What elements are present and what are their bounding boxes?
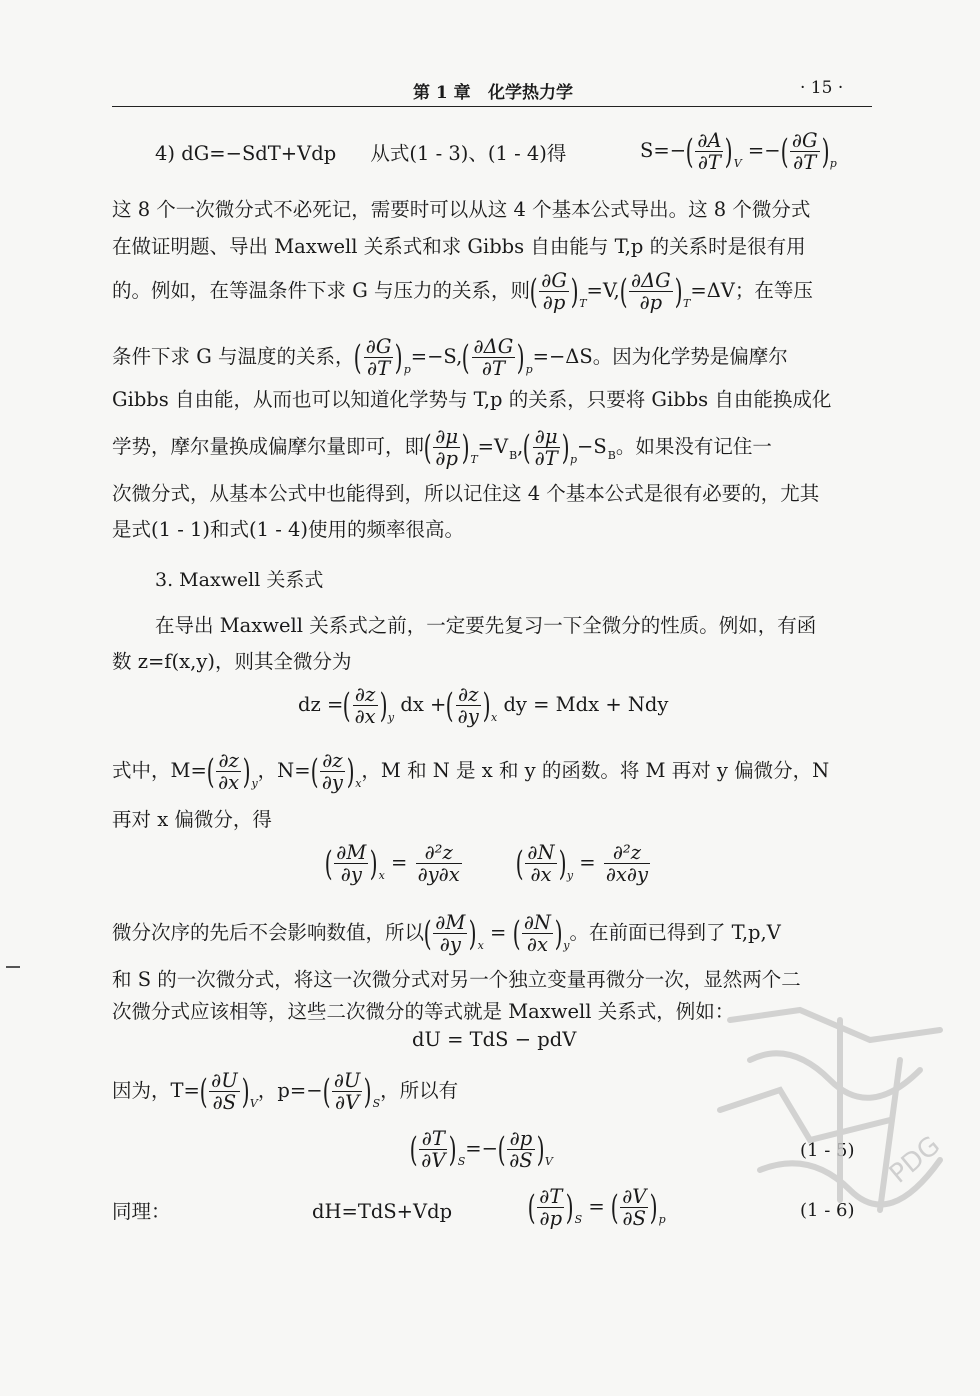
para1-line3-eq2: =ΔV；在等压 [690, 279, 813, 302]
para5-line: 因为，T=( $\frac{\partial U}{\partial S}$ )$_V$，p=−( $\frac{\partial U}{\partial V}$ )$_S$，所以有 [112, 1069, 459, 1114]
para1-line7: 次微分式，从基本公式中也能得到，所以记住这 4 个基本公式是很有必要的，尤其 [112, 482, 820, 505]
para1-line3-text: 的。例如，在等温条件下求 G 与压力的关系，则 [112, 279, 530, 302]
para4-line3: 次微分式应该相等，这些二次微分的等式就是 Maxwell 关系式，例如： [112, 1000, 735, 1023]
para1-line1: 这 8 个一次微分式不必死记，需要时可以从这 4 个基本公式导出。这 8 个微分式 [112, 198, 811, 221]
equation-dz: dz =( $\frac{\partial z}{\partial x}$ )$_y$ dx +( $\frac{\partial z}{\partial y}$ )$_x$ dy = Mdx + Ndy [298, 683, 669, 728]
item4-label: 4) dG=−SdT+Vdp [155, 142, 337, 165]
equation-number-1-6: (1 - 6) [800, 1200, 855, 1221]
para1-line4: 条件下求 G 与温度的关系，( $\frac{\partial G}{\partial T}$ )$_p=-S$,( $\frac{\partial\Delta G}{\partial T}$ )$_p=-\Delta S$。因为化学势是偏摩尔 [112, 335, 788, 380]
item4-line [155, 140, 566, 168]
section-heading: 3. Maxwell 关系式 [155, 569, 324, 591]
equation-1-6: ( $\frac{\partial T}{\partial p}$ )$_S$ = ( $\frac{\partial V}{\partial S}$ )$_p$ [527, 1185, 666, 1230]
para3-m: 式中，M= [112, 759, 207, 782]
equation-dH: dH=TdS+Vdp [312, 1200, 453, 1223]
para2-line1: 在导出 Maxwell 关系式之前，一定要先复习一下全微分的性质。例如，有函 [155, 614, 817, 637]
para2-line2: 数 z=f(x,y)，则其全微分为 [112, 650, 352, 673]
para5-t: 因为，T= [112, 1079, 200, 1102]
watermark-text: PDG [883, 1130, 947, 1190]
para4-tail: 。在前面已得到了 T,p,V [569, 921, 781, 944]
para1-line4-eq2: =−ΔS。因为化学势是偏摩尔 [532, 345, 788, 368]
header-rule [112, 106, 872, 107]
para1-line5: Gibbs 自由能，从而也可以知道化学势与 T,p 的关系，只要将 Gibbs 自由能换成化 [112, 388, 832, 411]
item4-equation: S=−( $\frac{\partial A}{\partial T}$ )$_V$ =−( $\frac{\partial G}{\partial T}$ )$_p$ [640, 129, 837, 174]
para4-line1: 微分次序的先后不会影响数值，所以( $\frac{\partial M}{\partial y}$ )$_x$ = ( $\frac{\partial N}{\partial x}$ )$_y$。在前面已得到了 T,p,V [112, 911, 781, 956]
para1-line8: 是式(1 - 1)和式(1 - 4)使用的频率很高。 [112, 518, 465, 541]
scan-mark [6, 966, 20, 968]
eq-dz-mid: dx + [400, 693, 447, 716]
watermark-stamp [690, 1000, 960, 1220]
eq-dz-rhs: dy = Mdx + Ndy [503, 693, 669, 716]
para1-line3-eq1: =V, [586, 279, 620, 302]
equation-number-1-5: (1 - 5) [800, 1140, 855, 1161]
para1-line6-eq1: =V [477, 435, 509, 458]
para4-text: 微分次序的先后不会影响数值，所以 [112, 921, 425, 944]
para1-line4-text: 条件下求 G 与温度的关系， [112, 345, 355, 368]
para1-line6-text: 学势，摩尔量换成偏摩尔量即可，即 [112, 435, 425, 458]
chapter-label: 第 1 章 [413, 83, 471, 103]
item4-eq-mid: =− [747, 139, 781, 162]
para5-p: ，p=− [257, 1079, 323, 1102]
page-number: · 15 · [800, 78, 844, 98]
equation-1-5: ( $\frac{\partial T}{\partial V}$ )$_S=-$( $\frac{\partial p}{\partial S}$ )$_V$ [409, 1127, 553, 1172]
para3-n: ，N= [257, 759, 311, 782]
same-label: 同理： [112, 1200, 171, 1223]
para3-tail: ，M 和 N 是 x 和 y 的函数。将 M 再对 y 偏微分，N [361, 759, 830, 782]
para1-line6-tail: 。如果没有记住一 [615, 435, 772, 458]
para1-line6: 学势，摩尔量换成偏摩尔量即可，即( $\frac{\partial\mu}{\partial p}$ )$_T=V_B$,( $\frac{\partial\mu}{\partial T}$ )$_p-S_B$。如果没有记住一 [112, 425, 772, 470]
equation-dU: dU = TdS − pdV [412, 1028, 577, 1051]
eq15-mid: =− [465, 1137, 498, 1160]
para5-tail: ，所以有 [380, 1079, 459, 1102]
chapter-title: 化学热力学 [488, 83, 573, 103]
para1-line2: 在做证明题、导出 Maxwell 关系式和求 Gibbs 自由能与 T,p 的关系时是很有用 [112, 235, 806, 258]
eq-dz-lhs: dz = [298, 693, 344, 716]
para1-line6-eq2: −S [577, 435, 607, 458]
para1-line3: 的。例如，在等温条件下求 G 与压力的关系，则( $\frac{\partial G}{\partial p}$ )$_T=V$,( $\frac{\partial\Delta G}{\partial p}$ )$_T=\Delta V$；在等压 [112, 269, 813, 314]
equation-second-derivatives: ( $\frac{\partial M}{\partial y}$ )$_x$ = $\frac{\text{∂²z}}{\partial y\partial x}$ ( $\frac{\partial N}{\partial x}$ )$_y$ = $\frac{\text{∂²z}}{\partial x\partial y}$ [324, 841, 648, 886]
item4-eq-lhs: S=− [640, 139, 687, 162]
para4-line2: 和 S 的一次微分式，将这一次微分式对另一个独立变量再微分一次，显然两个二 [112, 968, 801, 991]
para1-line4-eq1: =−S, [410, 345, 463, 368]
item4-from: 从式(1 - 3)、(1 - 4)得 [370, 142, 567, 165]
para3-line2: 再对 x 偏微分，得 [112, 808, 272, 831]
para3-line1: 式中，M=( $\frac{\partial z}{\partial x}$ )$_y$，N=( $\frac{\partial z}{\partial y}$ )$_x$，M 和 N 是 x 和 y 的函数。将 M 再对 y 偏微分，N [112, 749, 830, 794]
